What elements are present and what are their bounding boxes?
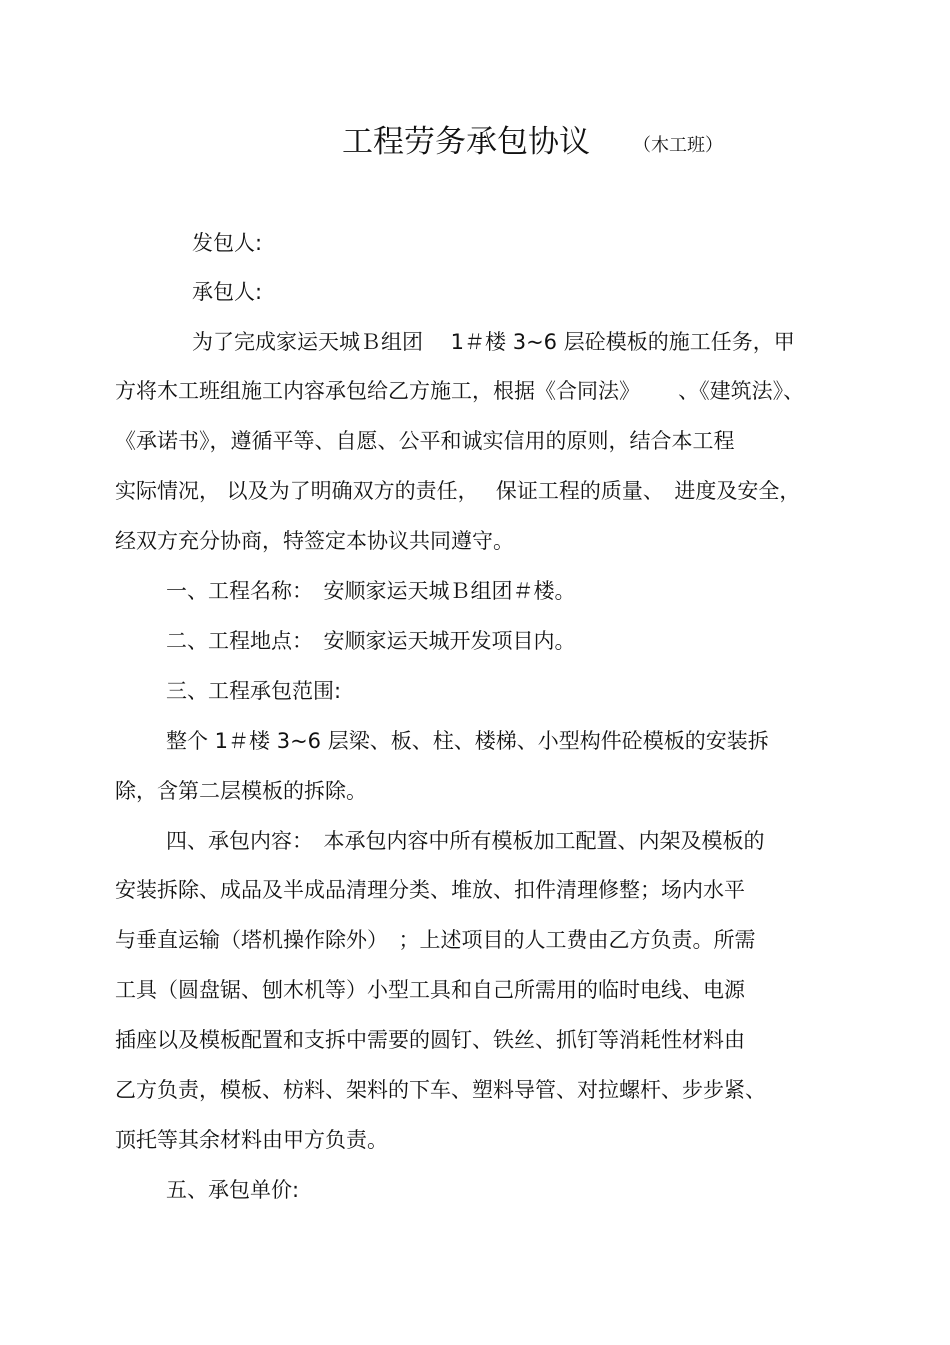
section-scope-heading: 三、工程承包范围: [166, 679, 342, 703]
content-line-7: 顶托等其余材料由甲方负责。 [115, 1128, 388, 1152]
preamble-line-4: 实际情况， 以及为了明确双方的责任， 保证工程的质量、 进度及安全， [115, 479, 801, 503]
preamble-line-3: 《承诺书》，遵循平等、自愿、公平和诚实信用的原则，结合本工程 [115, 429, 735, 453]
preamble-line-5: 经双方充分协商，特签定本协议共同遵守。 [115, 529, 514, 553]
preamble-line-1: 为了完成家运天城Ｂ组团 1＃楼 3~6 层砼模板的施工任务，甲 [192, 330, 795, 354]
content-line-4: 工具（圆盘锯、刨木机等）小型工具和自己所需用的临时电线、电源 [115, 978, 745, 1002]
content-line-5: 插座以及模板配置和支拆中需要的圆钉、铁丝、抓钉等消耗性材料由 [115, 1028, 745, 1052]
content-line-6: 乙方负责，模板、枋料、架料的下车、塑料导管、对拉螺杆、步步紧、 [115, 1078, 766, 1102]
document-title: 工程劳务承包协议 [342, 124, 590, 160]
client-label: 发包人: [192, 231, 263, 255]
section-project-name: 一、工程名称： 安顺家运天城Ｂ组团＃楼。 [166, 579, 576, 603]
contractor-label: 承包人: [192, 280, 263, 304]
scope-line-2: 除，含第二层模板的拆除。 [115, 779, 367, 803]
section-project-location: 二、工程地点： 安顺家运天城开发项目内。 [166, 629, 576, 653]
document-subtitle: （木工班） [633, 135, 723, 156]
section-unit-price-heading: 五、承包单价: [166, 1178, 300, 1202]
scope-line-1: 整个 1＃楼 3~6 层梁、板、柱、楼梯、小型构件砼模板的安装拆 [166, 729, 769, 753]
content-line-2: 安装拆除、成品及半成品清理分类、堆放、扣件清理修整；场内水平 [115, 878, 745, 902]
content-line-1: 四、承包内容： 本承包内容中所有模板加工配置、内架及模板的 [166, 829, 765, 853]
content-line-3: 与垂直运输（塔机操作除外） ；上述项目的人工费由乙方负责。所需 [115, 928, 756, 952]
preamble-line-2: 方将木工班组施工内容承包给乙方施工，根据《合同法》 、《建筑法》、 [115, 379, 805, 403]
